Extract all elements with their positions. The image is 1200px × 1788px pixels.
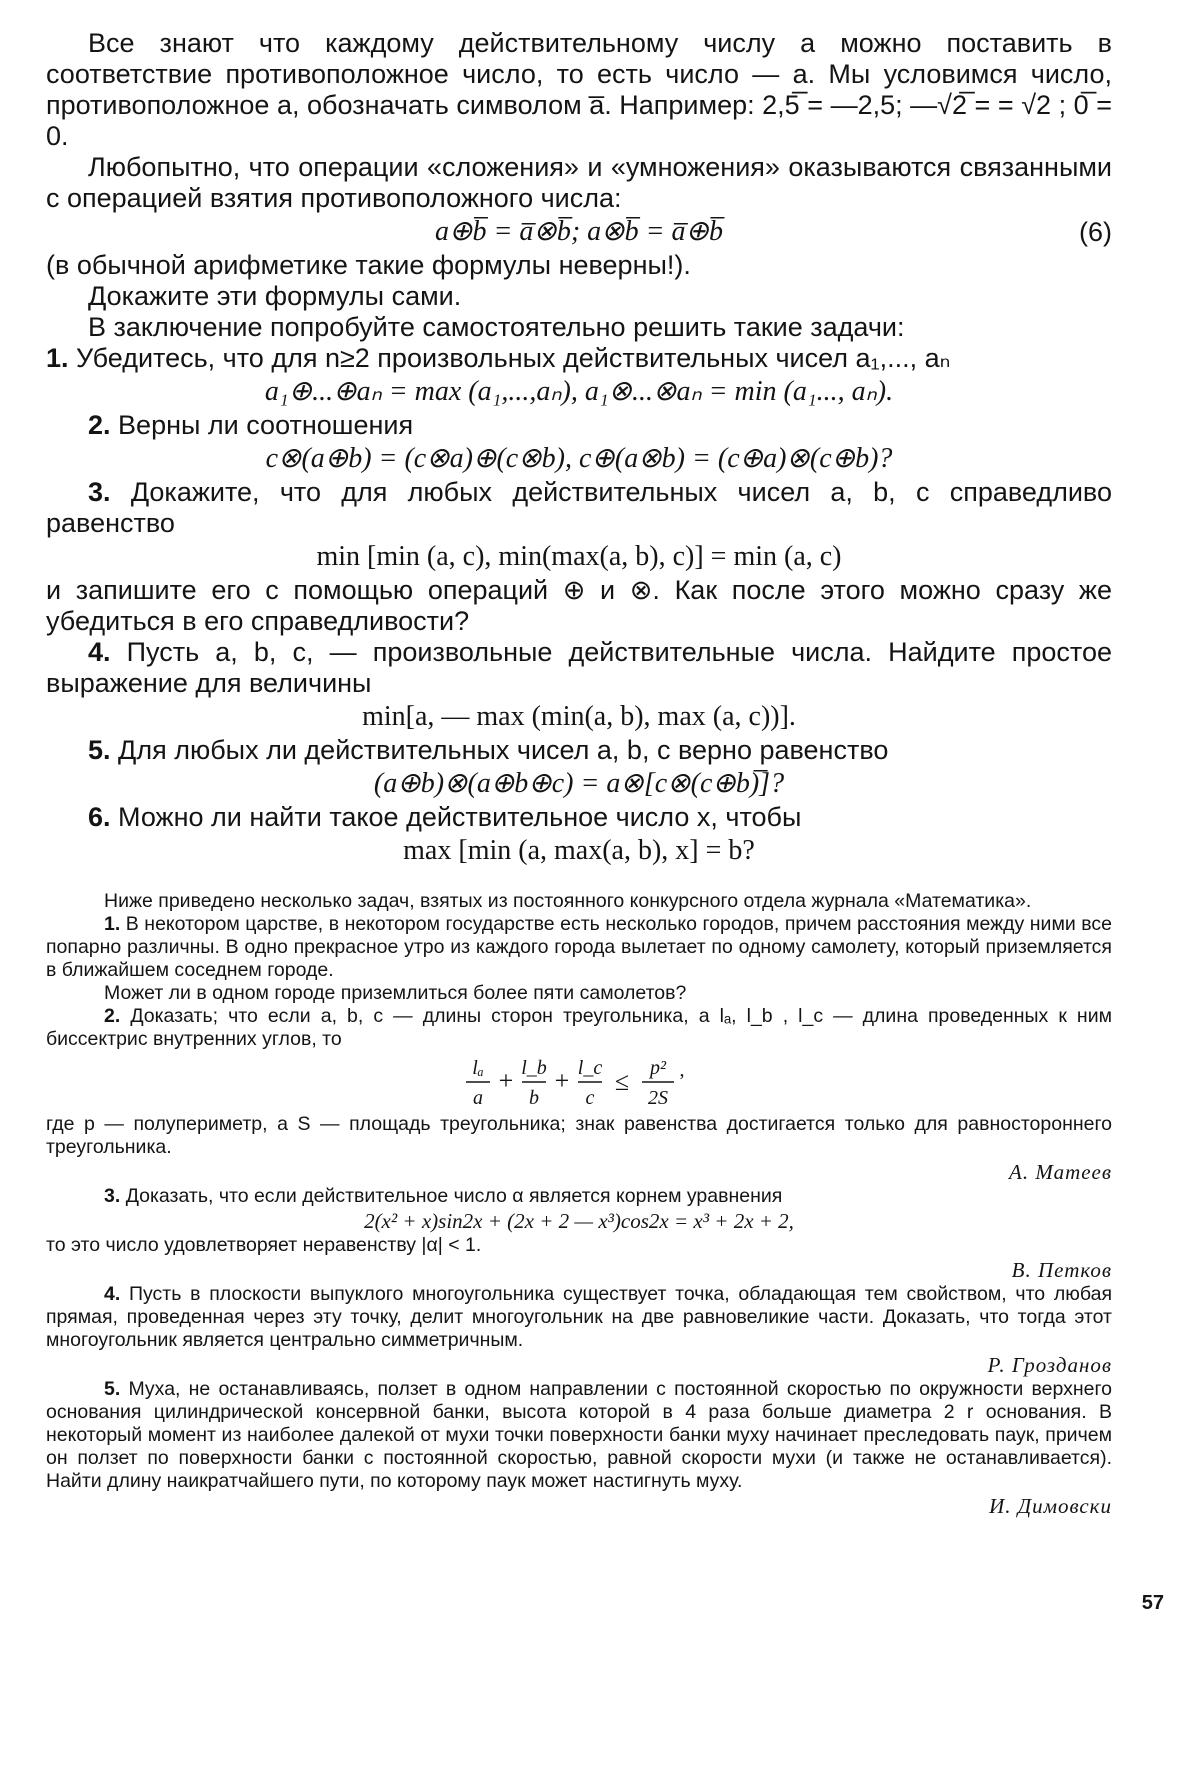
frac4-denominator: 2S (648, 1087, 668, 1110)
frac2-denominator: b (529, 1087, 539, 1110)
intro-paragraph-5: В заключение попробуйте самостоятельно решить такие задачи: (88, 312, 905, 342)
task-number: 2. (88, 410, 111, 440)
inequality-svg (464, 1052, 694, 1114)
task-3 (46, 477, 1112, 539)
task-text: Можно ли найти такое действительное число x, чтобы (118, 802, 802, 832)
contest-problem-3 (46, 1185, 1112, 1208)
author-mateev: А. Матеев (1009, 1160, 1112, 1184)
frac1-denominator: a (473, 1087, 483, 1110)
intro-paragraph-3: (в обычной арифметике такие формулы неверны!). (46, 250, 691, 280)
task-text: Докажите, что для любых действительных чисел a, b, c справедливо равенство (46, 477, 1112, 538)
task-5 (46, 735, 1112, 766)
contest-problem-3-continuation: то это число удовлетворяет неравенству |α| < 1. (46, 1234, 482, 1256)
intro-paragraph-2: Любопытно, что операции «сложения» и «умножения» оказываются связанными с операцией взятия противоположного числа: (46, 152, 1112, 213)
task-6 (46, 802, 1112, 833)
problem-number: 3. (104, 1185, 121, 1207)
problem-text: Пусть в плоскости выпуклого многоугольника существует точка, обладающая тем свойством, что любая прямая, проведенная через эту точку, делит многоугольник на две равновеликие части. Доказать, что тогда этот многоугольник является центрально симметричным. (46, 1283, 1112, 1351)
problem-text: Муха, не останавливаясь, ползет в одном направлении с постоянной скоростью по окружности верхнего основания цилиндрической консервной банки, высота которой в 4 раза больше диаметра 2 r основания. В некоторый момент из наиболее далекой от мухи точки поверхности банки муху начинает преследовать паук, причем он ползет по поверхности банки с постоянной скоростью, равной скорости мухи (и также не останавливается). Найти длину наикратчайшего пути, по которому паук может настигнуть муху. (46, 1378, 1113, 1492)
task-5-formula: (a⊕b)⊗(a⊕b⊕c) = a⊗[c⊗(c⊕b)̅]? (373, 768, 785, 799)
task-number: 3. (88, 477, 111, 507)
author-petkov: В. Петков (1011, 1258, 1112, 1282)
inequality-comma: , (679, 1059, 685, 1082)
contest-section (46, 890, 1112, 1519)
task-6-formula: max [min (a, max(a, b), x] = b? (403, 835, 755, 866)
task-3-formula: min [min (a, c), min(max(a, b), c)] = min (a, c) (316, 541, 842, 572)
formula-6-expression: a⊕b̅ = a̅⊗b̅; a⊗b̅ = a̅⊕b̅ (435, 216, 723, 247)
intro-paragraph-4: Докажите эти формулы сами. (88, 281, 462, 311)
task-2 (46, 410, 1112, 441)
task-text: Убедитесь, что для n≥2 произвольных действительных чисел a₁,..., aₙ (76, 343, 951, 373)
problem-number: 4. (104, 1283, 121, 1305)
contest-problem-1-question: Может ли в одном городе приземлиться более пяти самолетов? (104, 982, 687, 1004)
task-number: 5. (88, 735, 111, 765)
leq-sign: ≤ (614, 1067, 630, 1097)
frac1-numerator: lₐ (472, 1057, 484, 1080)
task-4 (46, 637, 1112, 699)
task-text: Для любых ли действительных чисел a, b, c верно равенство (118, 735, 889, 765)
task-4-formula: min[a, — max (min(a, b), max (a, c))]. (362, 701, 796, 732)
problem-number: 5. (104, 1378, 121, 1400)
contest-problem-1 (46, 913, 1112, 982)
contest-problem-2-continuation: где p — полупериметр, а S — площадь треугольника; знак равенства достигается только для равностороннего треугольника. (46, 1113, 1112, 1158)
author-dimovski: И. Димовски (989, 1494, 1112, 1518)
formula-6 (46, 215, 1112, 249)
task-text: Пусть a, b, c, — произвольные действительные числа. Найдите простое выражение для величины (46, 637, 1112, 698)
page-number: 57 (1141, 1592, 1164, 1614)
problem-text: Доказать, что если действительное число α является корнем уравнения (125, 1185, 783, 1207)
task-1-formula: a₁⊕...⊕aₙ = max (a₁,...,aₙ), a₁⊗...⊗aₙ = min (a₁..., aₙ). (264, 376, 894, 407)
problem-number: 1. (104, 913, 121, 935)
task-number: 1. (46, 343, 69, 373)
inequality-formula (46, 1051, 1112, 1113)
intro-paragraph-1: Все знают что каждому действительному числу a можно поставить в соответствие противоположное число, то есть число — a. Мы условимся число, противоположное a, обозначать символом a̅. Например: 2,5̅ = —2,5; —√2̅ = = √2 ; 0̅ = 0. (46, 28, 1112, 151)
formula-6-number: (6) (1079, 217, 1112, 247)
problem-text: В некотором царстве, в некотором государстве есть несколько городов, причем расстояния между ними все попарно различны. В одно прекрасное утро из каждого города вылетает по одному самолету, который приземляется в ближайшем соседнем городе. (46, 913, 1112, 981)
frac3-numerator: l_c (577, 1057, 603, 1080)
problem-text: Доказать; что если a, b, c — длины сторон треугольника, а lₐ, l_b , l_c — длина проведенных к ним биссектрис внутренних углов, то (46, 1005, 1112, 1050)
task-3-continuation: и запишите его с помощью операций ⊕ и ⊗. Как после этого можно сразу же убедиться в его справедливости? (46, 575, 1112, 636)
frac3-denominator: c (585, 1087, 595, 1110)
plus-sign-1: + (498, 1066, 514, 1096)
frac4-numerator: p² (650, 1057, 666, 1080)
author-grozdanov: Р. Грозданов (987, 1353, 1112, 1377)
task-2-formula: c⊗(a⊕b) = (c⊗a)⊕(c⊗b), c⊕(a⊗b) = (c⊕a)⊗(c⊕b)? (265, 443, 893, 474)
contest-problem-2 (46, 1005, 1112, 1051)
main-text (46, 28, 1112, 868)
frac2-numerator: l_b (521, 1057, 547, 1080)
task-1 (46, 343, 1112, 374)
contest-problem-3-formula: 2(x² + x)sin2x + (2x + 2 — x³)cos2x = x³ + 2x + 2, (364, 1209, 794, 1233)
task-number: 4. (88, 637, 111, 667)
contest-problem-4 (46, 1283, 1112, 1352)
plus-sign-2: + (554, 1066, 570, 1096)
contest-problem-5 (46, 1378, 1112, 1493)
problem-number: 2. (104, 1005, 121, 1027)
task-number: 6. (88, 802, 111, 832)
contest-intro: Ниже приведено несколько задач, взятых из постоянного конкурсного отдела журнала «Математика». (104, 890, 1032, 912)
task-text: Верны ли соотношения (118, 410, 414, 440)
